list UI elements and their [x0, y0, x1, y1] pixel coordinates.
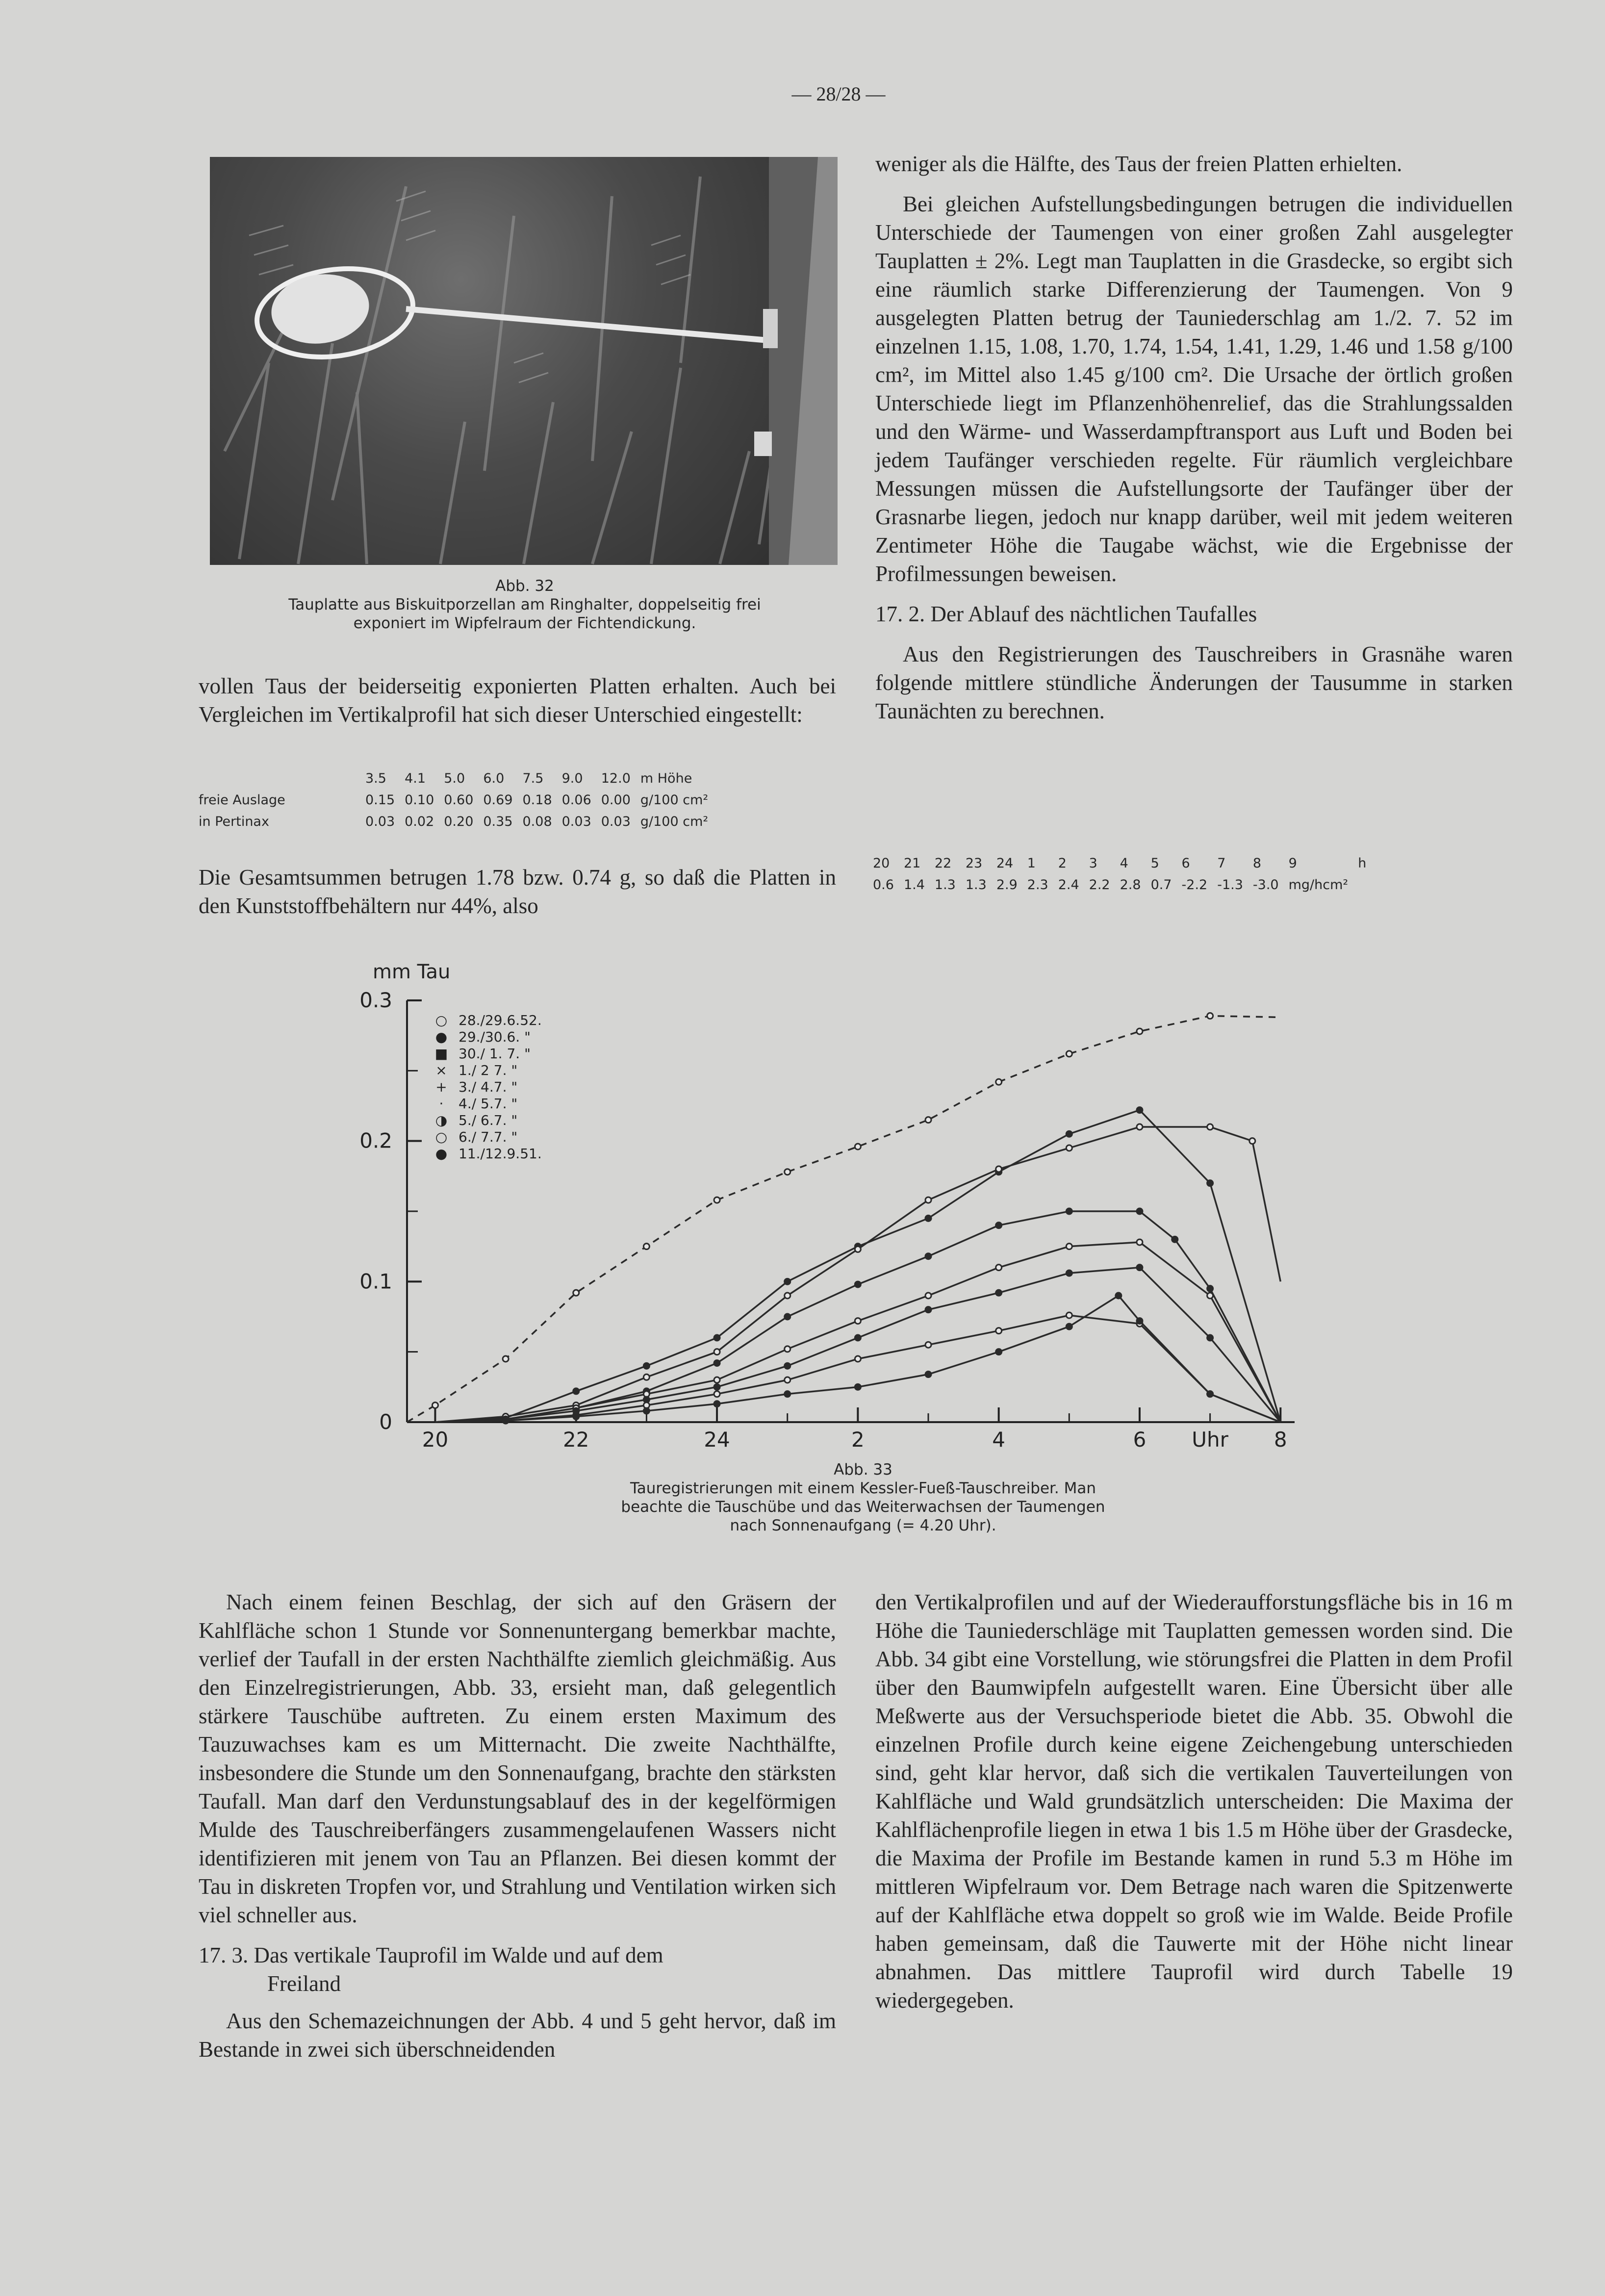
legend-label: 5./ 6.7. "	[459, 1112, 518, 1128]
height-cell: 6.0	[483, 770, 505, 786]
data-point	[1066, 1131, 1072, 1137]
data-point	[643, 1408, 649, 1414]
legend-marker: ●	[435, 1146, 448, 1162]
data-point	[925, 1342, 931, 1348]
data-point	[1137, 1124, 1143, 1130]
hour-cell: 2	[1058, 855, 1067, 871]
photo-dew-plate	[210, 157, 838, 565]
unit-cell: g/100 cm²	[640, 814, 709, 829]
row-label: in Pertinax	[199, 814, 269, 829]
data-point	[1066, 1208, 1072, 1214]
table-cell: 0.00	[601, 792, 631, 808]
x-tick-label: 6	[1133, 1428, 1146, 1452]
hour-cell: 8	[1252, 855, 1262, 871]
table-cell: 0.60	[444, 792, 474, 808]
data-point	[714, 1335, 720, 1341]
table-row	[194, 811, 713, 832]
table-cell: 0.03	[365, 814, 395, 829]
legend-label: 1./ 2 7. "	[459, 1062, 518, 1078]
data-point	[1066, 1145, 1072, 1151]
legend-marker: +	[435, 1079, 447, 1095]
data-point	[855, 1281, 861, 1287]
value-cell: 2.2	[1089, 877, 1110, 893]
table-cell: 0.18	[522, 792, 552, 808]
data-point	[714, 1401, 720, 1407]
right-top-paragraph-2: Bei gleichen Aufstellungsbedingungen betrugen die individuellen Unterschiede der Taumengen von einer großen Zahl ausgelegter Tauplatten ± 2%. Legt man Tauplatten in die Grasdecke, so ergibt sich eine räumlich starke Differenzierung der Taumengen. Von 9 ausgelegten Platten betrug der Tauniederschlag am 1./2. 7. 52 im einzelnen 1.15, 1.08, 1.70, 1.74, 1.54, 1.41, 1.29, 1.46 und 1.58 g/100 cm², im Mittel also 1.45 g/100 cm². Die Ursache der örtlich großen Unterschiede liegt im Pflanzenhöhenrelief, das die Strahlungssalden und den Wärme- und Wasserdampftransport aus Luft und Boden bei jedem Taufänger verschieden regelte. Für räumlich vergleichbare Messungen müssen die Aufstellungsorte der Taufänger über der Grasnarbe liegen, jedoch nur knapp darüber, weil mit jedem weiteren Zentimeter Höhe die Taugabe wächst, wie die Ergebnisse der Profilmessungen beweisen.	[875, 192, 1513, 586]
data-point	[996, 1265, 1002, 1271]
height-cell: 3.5	[365, 770, 386, 786]
data-point	[1249, 1138, 1255, 1144]
data-point	[1066, 1270, 1072, 1276]
hourly-table	[868, 852, 1371, 895]
left-after-table-paragraph: Die Gesamtsummen betrugen 1.78 bzw. 0.74 g, so daß die Platten in den Kunststoffbehältern nur 44%, also	[199, 865, 836, 918]
data-point	[1137, 1265, 1143, 1271]
series-line-5	[435, 1242, 1280, 1422]
data-point	[1066, 1051, 1072, 1057]
value-cell: -2.2	[1181, 877, 1208, 893]
data-point	[1207, 1013, 1213, 1019]
y-tick-label: 0	[379, 1410, 392, 1434]
series-line-3	[435, 1127, 1280, 1422]
data-point	[1172, 1236, 1178, 1242]
data-point	[996, 1290, 1002, 1296]
data-point	[785, 1363, 790, 1369]
legend-label: 28./29.6.52.	[459, 1012, 542, 1028]
legend-label: 3./ 4.7. "	[459, 1079, 518, 1095]
data-point	[785, 1346, 790, 1352]
data-point	[996, 1166, 1002, 1172]
data-point	[996, 1223, 1002, 1228]
fig33-caption-line1: Tauregistrierungen mit einem Kessler-Fueß-Tauschreiber. Man	[630, 1480, 1096, 1497]
data-point	[643, 1374, 649, 1380]
y-axis-label: mm Tau	[373, 961, 451, 983]
table-cell: 0.15	[365, 792, 395, 808]
data-point	[925, 1215, 931, 1221]
hour-cell: 6	[1181, 855, 1190, 871]
value-cell: 2.4	[1058, 877, 1079, 893]
data-point	[714, 1377, 720, 1383]
series-line-2	[435, 1110, 1280, 1422]
x-tick-label: 20	[422, 1428, 449, 1452]
y-tick-label: 0.3	[359, 988, 392, 1012]
data-point	[1207, 1293, 1213, 1299]
data-point	[573, 1414, 579, 1420]
data-point	[503, 1356, 509, 1362]
value-cell: mg/hcm²	[1288, 877, 1349, 893]
hour-cell: 23	[965, 855, 983, 871]
data-point	[714, 1197, 720, 1203]
table-row	[868, 852, 1371, 874]
table-row	[194, 789, 713, 811]
value-cell: 1.3	[934, 877, 956, 893]
data-point	[1066, 1312, 1072, 1318]
value-cell: 2.3	[1027, 877, 1048, 893]
data-point	[573, 1290, 579, 1296]
value-cell: 1.4	[903, 877, 925, 893]
data-point	[785, 1377, 790, 1383]
data-point	[925, 1372, 931, 1378]
spruce-photo-illustration	[210, 157, 838, 565]
fig32-caption-line1: Tauplatte aus Biskuitporzellan am Ringhalter, doppelseitig frei	[288, 596, 761, 613]
data-point	[1207, 1180, 1213, 1186]
y-tick-label: 0.1	[359, 1269, 392, 1294]
data-point	[1207, 1391, 1213, 1397]
row-label: freie Auslage	[199, 792, 285, 808]
table-cell: 0.03	[561, 814, 591, 829]
data-point	[855, 1144, 861, 1149]
table-cell: 0.35	[483, 814, 513, 829]
bottom-right-column	[875, 1588, 1513, 2026]
bottom-left-column	[199, 1588, 836, 2075]
data-point	[785, 1391, 790, 1397]
data-point	[785, 1278, 790, 1284]
data-point	[714, 1349, 720, 1355]
fig32-caption	[201, 577, 848, 633]
series-line-7	[435, 1315, 1280, 1422]
data-point	[996, 1079, 1002, 1085]
unit-cell: g/100 cm²	[640, 792, 709, 808]
value-cell: -1.3	[1217, 877, 1243, 893]
data-point	[714, 1360, 720, 1366]
legend-label: 4./ 5.7. "	[459, 1096, 518, 1112]
hour-cell: 3	[1089, 855, 1097, 871]
legend-label: 11./12.9.51.	[459, 1146, 542, 1162]
value-cell: -3.0	[1252, 877, 1279, 893]
series-line-6	[435, 1268, 1280, 1422]
data-point	[1066, 1324, 1072, 1329]
left-column-top	[199, 672, 836, 740]
data-point	[925, 1307, 931, 1313]
value-cell: 1.3	[965, 877, 987, 893]
table-cell: 0.02	[405, 814, 434, 829]
data-point	[643, 1363, 649, 1369]
page-number: — 28/28 —	[791, 83, 886, 105]
x-tick-label: 24	[704, 1428, 730, 1452]
table-cell: 0.08	[522, 814, 552, 829]
section-17-3-line2: Freiland	[267, 1971, 341, 1996]
table-cell: 0.06	[561, 792, 591, 808]
fig33-caption-line2: beachte die Tauschübe und das Weiterwachsen der Taumengen	[621, 1498, 1105, 1516]
hour-cell: 20	[873, 855, 890, 871]
data-point	[714, 1391, 720, 1397]
hour-cell: h	[1358, 855, 1367, 871]
section-heading-17-3	[199, 1941, 836, 1998]
height-cell: 4.1	[405, 770, 426, 786]
legend-marker: ·	[439, 1096, 444, 1112]
bottom-left-paragraph-2: Aus den Schemazeichnungen der Abb. 4 und 5 geht hervor, daß im Bestande in zwei sich überschneidenden	[199, 2009, 836, 2062]
legend-marker: ■	[434, 1046, 448, 1062]
hour-cell: 5	[1150, 855, 1159, 871]
fig33-caption-line3: nach Sonnenaufgang (= 4.20 Uhr).	[730, 1517, 996, 1534]
data-point	[432, 1403, 438, 1408]
value-cell: 2.9	[996, 877, 1018, 893]
hourly-table-block	[868, 852, 1371, 895]
hour-cell: 7	[1217, 855, 1226, 871]
value-cell: 0.6	[873, 877, 894, 893]
data-point	[1137, 1208, 1143, 1214]
height-cell: 9.0	[561, 770, 583, 786]
fig32-caption-line2: exponiert im Wipfelraum der Fichtendickung.	[353, 614, 696, 632]
right-column-top	[875, 150, 1513, 737]
data-point	[996, 1349, 1002, 1355]
legend-marker: ●	[435, 1029, 448, 1045]
data-point	[573, 1388, 579, 1394]
height-table-block	[194, 767, 713, 832]
dew-registration-chart	[359, 961, 1334, 1461]
data-point	[855, 1318, 861, 1324]
x-axis-label: Uhr	[1192, 1428, 1228, 1452]
data-point	[925, 1253, 931, 1259]
table-cell: 0.03	[601, 814, 631, 829]
x-tick-label: 8	[1274, 1428, 1287, 1452]
data-point	[1137, 1028, 1143, 1034]
data-point	[855, 1335, 861, 1341]
data-point	[1137, 1318, 1143, 1324]
fig33-caption	[500, 1460, 1226, 1535]
table-cell: 0.10	[405, 792, 434, 808]
data-point	[785, 1314, 790, 1320]
x-tick-label: 2	[851, 1428, 865, 1452]
fig32-number: Abb. 32	[495, 577, 554, 595]
table-row	[868, 874, 1371, 895]
legend-marker: ◑	[435, 1112, 448, 1128]
data-point	[1137, 1239, 1143, 1245]
hour-cell: 21	[903, 855, 921, 871]
data-point	[925, 1197, 931, 1203]
x-tick-label: 22	[563, 1428, 589, 1452]
right-17-2-paragraph: Aus den Registrierungen des Tauschreibers in Grasnähe waren folgende mittlere stündliche Änderungen der Tausumme in starken Taunächten zu berechnen.	[875, 642, 1513, 723]
data-point	[925, 1117, 931, 1123]
data-point	[855, 1384, 861, 1390]
value-cell: 0.7	[1150, 877, 1172, 893]
table-cell: 0.69	[483, 792, 513, 808]
section-17-3-line1: 17. 3. Das vertikale Tauprofil im Walde und auf dem	[199, 1943, 663, 1967]
legend-label: 30./ 1. 7. "	[459, 1046, 531, 1062]
legend-marker: ○	[435, 1012, 448, 1028]
left-top-paragraph: vollen Taus der beiderseitig exponierten Platten erhalten. Auch bei Vergleichen im Vertikalprofil hat sich dieser Unterschied eingestellt:	[199, 674, 836, 727]
data-point	[643, 1244, 649, 1250]
height-cell: 12.0	[601, 770, 631, 786]
hour-cell: 4	[1120, 855, 1128, 871]
legend-marker: ×	[435, 1062, 447, 1078]
y-tick-label: 0.2	[359, 1128, 392, 1153]
height-cell: 7.5	[522, 770, 544, 786]
data-point	[785, 1293, 790, 1299]
bottom-right-paragraph: den Vertikalprofilen und auf der Wiederaufforstungsfläche bis in 16 m Höhe die Tauniederschläge mit Tauplatten gemessen worden sind. Die Abb. 34 gibt eine Vorstellung, wie störungsfrei die Platten in dem Profil über den Baumwipfeln aufgestellt waren. Eine Übersicht über alle Meßwerte aus der Versuchsperiode bietet die Abb. 35. Obwohl die einzelnen Profile durch keine eigene Zeichengebung unterschieden sind, geht klar hervor, daß sich die vertikalen Tauverteilungen von Kahlfläche und Wald grundsätzlich unterscheiden: Die Maxima der Kahlflächenprofile liegen in etwa 1 bis 1.5 m Höhe über der Grasdecke, die Maxima der Profile im Bestande kamen in rund 5.3 m Höhe im mittleren Wipfelraum vor. Dem Betrage nach waren die Spitzenwerte auf der Kahlfläche etwa doppelt so groß wie im Walde. Beide Profile haben gemeinsam, daß die Tauwerte mit der Höhe nicht linear abnahmen. Das mittlere Tauprofil wird durch Tabelle 19 wiedergegeben.	[875, 1590, 1513, 2013]
data-point	[996, 1328, 1002, 1334]
right-top-paragraph-1: weniger als die Hälfte, des Taus der freien Platten erhielten.	[875, 152, 1402, 176]
hour-cell: 1	[1027, 855, 1036, 871]
data-point	[785, 1169, 790, 1175]
data-point	[925, 1293, 931, 1299]
height-cell: 5.0	[444, 770, 465, 786]
left-column-after-table	[199, 863, 836, 932]
height-unit: m Höhe	[640, 770, 692, 786]
fig33-number: Abb. 33	[834, 1461, 892, 1479]
height-table	[194, 767, 713, 832]
hour-cell: 22	[934, 855, 952, 871]
table-cell: 0.20	[444, 814, 474, 829]
section-heading-17-2: 17. 2. Der Ablauf des nächtlichen Taufalles	[875, 602, 1257, 626]
legend-marker: ○	[435, 1129, 448, 1145]
value-cell: 2.8	[1120, 877, 1141, 893]
legend-label: 29./30.6. "	[459, 1029, 531, 1045]
hour-cell: 24	[996, 855, 1014, 871]
legend-label: 6./ 7.7. "	[459, 1129, 518, 1145]
data-point	[1116, 1293, 1121, 1299]
x-tick-label: 4	[992, 1428, 1006, 1452]
data-point	[855, 1356, 861, 1362]
data-point	[1207, 1124, 1213, 1130]
data-point	[1207, 1335, 1213, 1341]
bottom-left-paragraph-1: Nach einem feinen Beschlag, der sich auf den Gräsern der Kahlfläche schon 1 Stunde vor Sonnenuntergang bemerkbar machte, verlief der Taufall in der ersten Nachthälfte ziemlich gleichmäßig. Aus den Einzelregistrierungen, Abb. 33, ersieht man, daß gelegentlich stärkere Tauschübe auftreten. Zu einem ersten Maximum des Tauzuwachses kam es um Mitternacht. Die zweite Nachthälfte, insbesondere die Stunde um den Sonnenaufgang, brachte den stärksten Taufall. Man darf den Verdunstungsablauf des in der kegelförmigen Mulde des Tauschreiberfängers zusammengelaufenen Wassers nicht identifizieren mit jenem von Tau an Pflanzen. Bei diesen kommt der Tau in diskreten Tropfen vor, und Strahlung und Ventilation wirken sich viel schneller aus.	[199, 1590, 836, 1927]
data-point	[1207, 1286, 1213, 1292]
hour-cell: 9	[1288, 855, 1297, 871]
data-point	[714, 1384, 720, 1390]
data-point	[503, 1418, 509, 1424]
data-point	[855, 1246, 861, 1252]
data-point	[1066, 1244, 1072, 1250]
data-point	[1137, 1107, 1143, 1113]
